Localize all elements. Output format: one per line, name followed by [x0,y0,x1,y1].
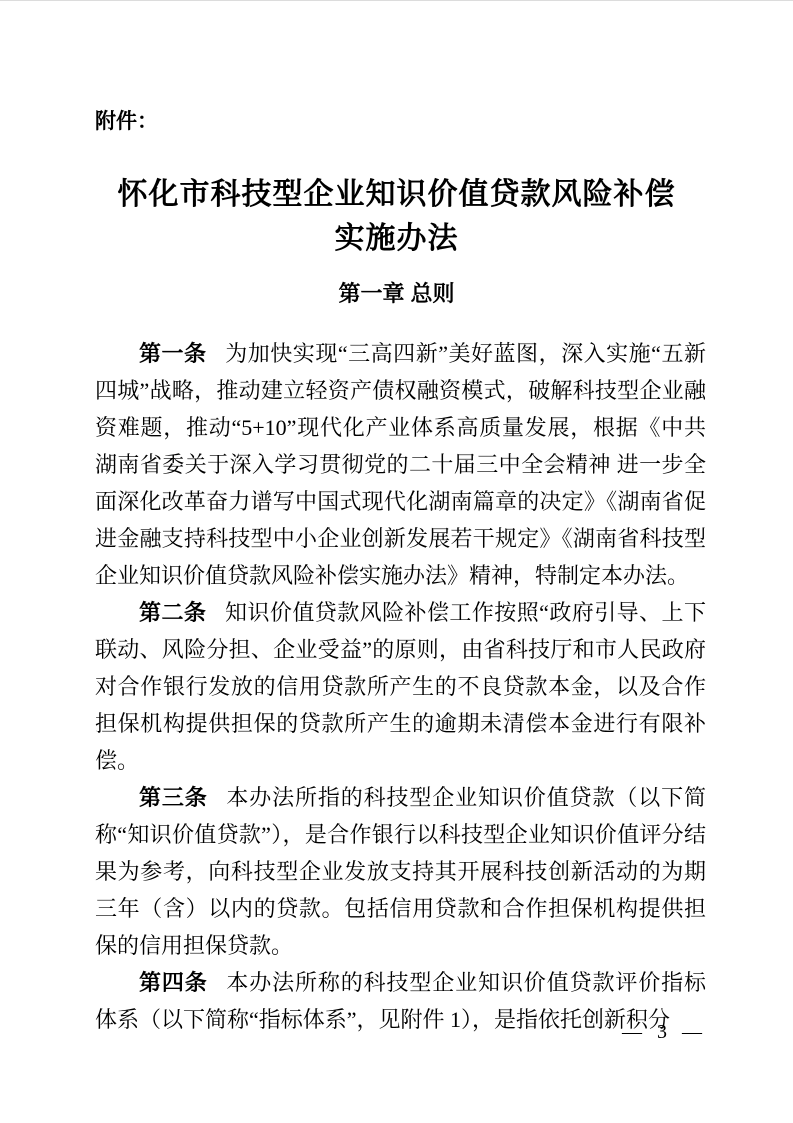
chapter-heading: 第一章 总则 [338,281,455,306]
article-4-label: 第四条 [139,970,208,995]
article-2-label: 第二条 [139,600,207,625]
attachment-label: 附件： [95,110,158,133]
article-1-text: 为加快实现“三高四新”美好蓝图，深入实施“五新四城”战略，推动建立轻资产债权融资模式，破解科技型企业融资难题，推动“5+10”现代化产业体系高质量发展，根据《中共湖南省委关于深入学习贯彻党的二十届三中全会精神 进一步全面深化改革奋力谱写中国式现代化湖南篇章的决定》《湖南省促进金融支持科技型中小企业创新发展若干规定》《湖南省科技型企业知识价值贷款风险补偿实施办法》精神，特制定本办法。 [95,341,706,588]
article-1-paragraph [95,335,706,594]
article-1-label: 第一条 [139,341,207,366]
article-4-text: 本办法所称的科技型企业知识价值贷款评价指标体系（以下简称“指标体系”，见附件 1），是指依托创新积分 [95,970,706,1032]
document-title-line1: 怀化市科技型企业知识价值贷款风险补偿 [117,178,676,211]
article-3-paragraph [95,779,706,964]
article-2-paragraph [95,594,706,779]
document-title-line2: 实施办法 [334,222,459,255]
page-number: — 3 — [622,1021,707,1043]
document-title [40,173,753,261]
article-3-label: 第三条 [139,785,208,810]
article-3-text: 本办法所指的科技型企业知识价值贷款（以下简称“知识价值贷款”），是合作银行以科技型企业知识价值评分结果为参考，向科技型企业发放支持其开展科技创新活动的为期三年（含）以内的贷款。包括信用贷款和合作担保机构提供担保的信用担保贷款。 [95,785,706,958]
article-2-text: 知识价值贷款风险补偿工作按照“政府引导、上下联动、风险分担、企业受益”的原则，由省科技厅和市人民政府对合作银行发放的信用贷款所产生的不良贷款本金，以及合作担保机构提供担保的贷款所产生的逾期未清偿本金进行有限补偿。 [95,600,706,773]
article-4-paragraph [95,964,706,1038]
document-body [95,335,706,1038]
